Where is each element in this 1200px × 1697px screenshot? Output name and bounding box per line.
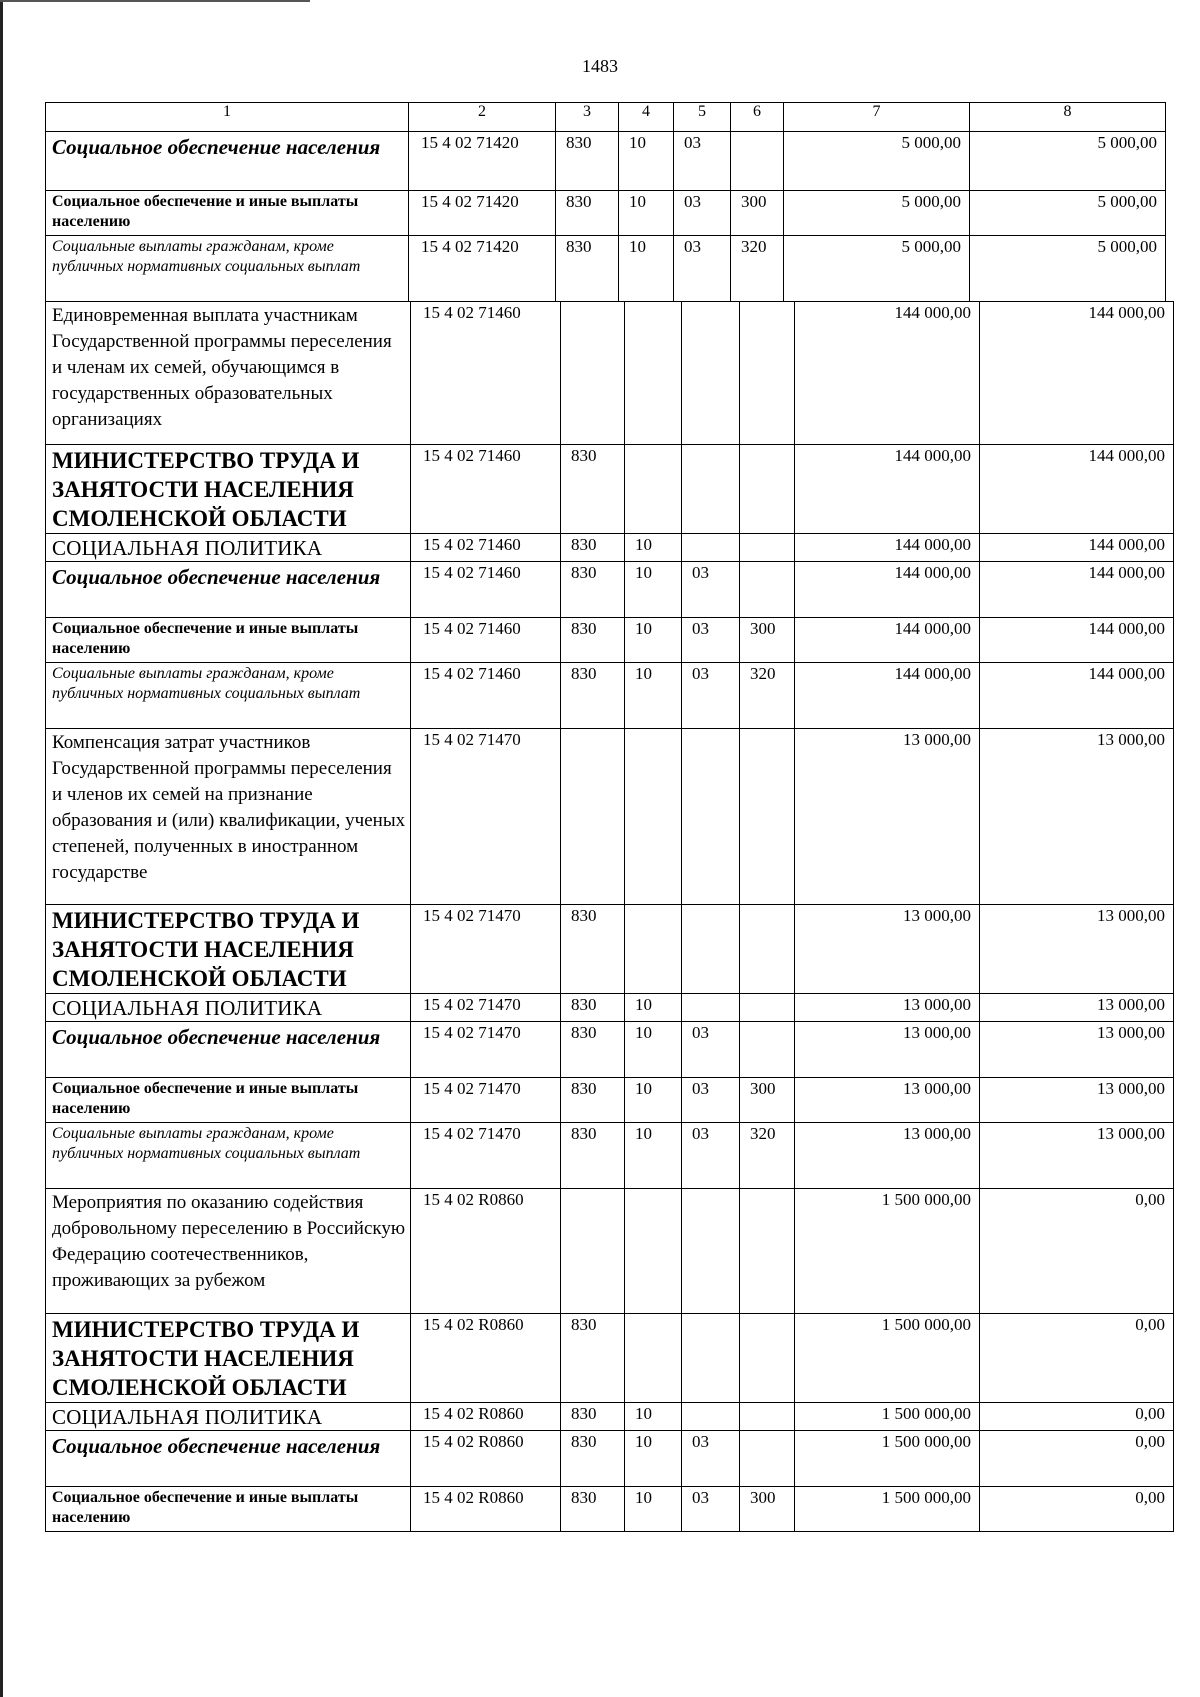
cell-rz: 10 bbox=[619, 236, 674, 302]
cell-vr bbox=[740, 445, 795, 534]
row-name: Социальное обеспечение и иные выплаты населению bbox=[52, 1080, 359, 1117]
cell-sum1: 144 000,00 bbox=[795, 302, 980, 445]
cell-pr: 03 bbox=[682, 1078, 740, 1123]
cell-vr bbox=[740, 1403, 795, 1431]
cell-rz bbox=[625, 1314, 682, 1403]
cell-sum2: 0,00 bbox=[980, 1403, 1174, 1431]
cell-code: 15 4 02 71460 bbox=[411, 618, 561, 663]
cell-pr bbox=[682, 1314, 740, 1403]
cell-rz bbox=[625, 302, 682, 445]
cell-vr bbox=[740, 1431, 795, 1487]
cell-sum1: 13 000,00 bbox=[795, 729, 980, 905]
cell-code: 15 4 02 71420 bbox=[409, 236, 556, 302]
cell-sum1: 13 000,00 bbox=[795, 1078, 980, 1123]
cell-vr bbox=[740, 562, 795, 618]
table-row bbox=[46, 729, 1174, 905]
row-name: Социальное обеспечение населения bbox=[52, 565, 381, 589]
cell-code: 15 4 02 71470 bbox=[411, 1078, 561, 1123]
cell-grbs: 830 bbox=[561, 562, 625, 618]
cell-code: 15 4 02 71460 bbox=[411, 445, 561, 534]
cell-grbs: 830 bbox=[561, 1403, 625, 1431]
cell-sum2: 13 000,00 bbox=[980, 1078, 1174, 1123]
cell-rz: 10 bbox=[625, 994, 682, 1022]
table-row bbox=[46, 534, 1174, 562]
cell-vr: 320 bbox=[740, 1123, 795, 1189]
cell-pr: 03 bbox=[682, 1487, 740, 1532]
cell-pr: 03 bbox=[674, 191, 731, 236]
cell-vr: 300 bbox=[731, 191, 784, 236]
cell-grbs: 830 bbox=[556, 236, 619, 302]
cell-pr: 03 bbox=[682, 618, 740, 663]
row-name: Социальные выплаты гражданам, кроме публичных нормативных социальных выплат bbox=[52, 665, 361, 702]
cell-pr: 03 bbox=[682, 1022, 740, 1078]
column-header: 1 bbox=[46, 103, 409, 132]
table-row bbox=[46, 191, 1166, 236]
cell-code: 15 4 02 R0860 bbox=[411, 1431, 561, 1487]
cell-sum1: 13 000,00 bbox=[795, 1022, 980, 1078]
cell-pr bbox=[682, 729, 740, 905]
table-row bbox=[46, 1078, 1174, 1123]
cell-grbs: 830 bbox=[561, 445, 625, 534]
cell-sum1: 13 000,00 bbox=[795, 994, 980, 1022]
cell-grbs: 830 bbox=[561, 905, 625, 994]
cell-code: 15 4 02 71420 bbox=[409, 191, 556, 236]
cell-code: 15 4 02 71470 bbox=[411, 1123, 561, 1189]
row-name: МИНИСТЕРСТВО ТРУДА И ЗАНЯТОСТИ НАСЕЛЕНИЯ СМОЛЕНСКОЙ ОБЛАСТИ bbox=[52, 1317, 360, 1400]
table-row bbox=[46, 1403, 1174, 1431]
table-row bbox=[46, 1431, 1174, 1487]
cell-sum2: 0,00 bbox=[980, 1487, 1174, 1532]
cell-grbs bbox=[561, 302, 625, 445]
row-name: МИНИСТЕРСТВО ТРУДА И ЗАНЯТОСТИ НАСЕЛЕНИЯ СМОЛЕНСКОЙ ОБЛАСТИ bbox=[52, 448, 360, 531]
cell-rz bbox=[625, 905, 682, 994]
cell-rz: 10 bbox=[625, 1123, 682, 1189]
cell-code: 15 4 02 71470 bbox=[411, 905, 561, 994]
table-row bbox=[46, 1022, 1174, 1078]
cell-rz bbox=[625, 1189, 682, 1314]
row-name: Социальное обеспечение населения bbox=[52, 135, 381, 159]
cell-sum2: 13 000,00 bbox=[980, 994, 1174, 1022]
cell-code: 15 4 02 71460 bbox=[411, 534, 561, 562]
cell-pr bbox=[682, 302, 740, 445]
table-row bbox=[46, 618, 1174, 663]
cell-grbs: 830 bbox=[556, 132, 619, 191]
cell-sum2: 144 000,00 bbox=[980, 562, 1174, 618]
cell-rz: 10 bbox=[625, 618, 682, 663]
cell-pr: 03 bbox=[682, 1431, 740, 1487]
cell-vr bbox=[740, 729, 795, 905]
cell-code: 15 4 02 71460 bbox=[411, 663, 561, 729]
cell-vr bbox=[740, 1314, 795, 1403]
cell-pr bbox=[682, 1403, 740, 1431]
column-header: 5 bbox=[674, 103, 731, 132]
row-name: Социальные выплаты гражданам, кроме публичных нормативных социальных выплат bbox=[52, 238, 361, 275]
cell-sum2: 0,00 bbox=[980, 1314, 1174, 1403]
table-row bbox=[46, 236, 1166, 302]
row-name: Социальное обеспечение и иные выплаты населению bbox=[52, 193, 359, 230]
cell-code: 15 4 02 71470 bbox=[411, 1022, 561, 1078]
cell-vr bbox=[740, 1022, 795, 1078]
row-name: Компенсация затрат участников Государственной программы переселения и членов их семей на признание образования и (или) квалификации, ученых степеней, полученных в иностранном государстве bbox=[52, 732, 406, 883]
cell-grbs: 830 bbox=[556, 191, 619, 236]
cell-grbs: 830 bbox=[561, 1431, 625, 1487]
row-name: МИНИСТЕРСТВО ТРУДА И ЗАНЯТОСТИ НАСЕЛЕНИЯ СМОЛЕНСКОЙ ОБЛАСТИ bbox=[52, 908, 360, 991]
cell-code: 15 4 02 71470 bbox=[411, 729, 561, 905]
cell-grbs: 830 bbox=[561, 994, 625, 1022]
cell-grbs: 830 bbox=[561, 1078, 625, 1123]
cell-sum2: 5 000,00 bbox=[970, 132, 1166, 191]
cell-grbs: 830 bbox=[561, 1123, 625, 1189]
cell-sum1: 144 000,00 bbox=[795, 562, 980, 618]
cell-sum1: 13 000,00 bbox=[795, 905, 980, 994]
cell-pr bbox=[682, 534, 740, 562]
cell-vr: 300 bbox=[740, 1078, 795, 1123]
row-name: Социальное обеспечение населения bbox=[52, 1025, 381, 1049]
cell-rz: 10 bbox=[625, 1431, 682, 1487]
cell-sum1: 5 000,00 bbox=[784, 191, 970, 236]
page-edge-top bbox=[0, 0, 310, 2]
cell-sum2: 13 000,00 bbox=[980, 729, 1174, 905]
table-row bbox=[46, 1314, 1174, 1403]
cell-grbs: 830 bbox=[561, 663, 625, 729]
cell-rz: 10 bbox=[625, 1022, 682, 1078]
column-header: 4 bbox=[619, 103, 674, 132]
row-name: Социальное обеспечение и иные выплаты населению bbox=[52, 620, 359, 657]
cell-sum1: 144 000,00 bbox=[795, 663, 980, 729]
cell-sum2: 144 000,00 bbox=[980, 534, 1174, 562]
cell-code: 15 4 02 71460 bbox=[411, 302, 561, 445]
cell-grbs: 830 bbox=[561, 534, 625, 562]
cell-grbs bbox=[561, 1189, 625, 1314]
page-number: 1483 bbox=[582, 56, 618, 76]
cell-sum2: 144 000,00 bbox=[980, 302, 1174, 445]
cell-rz bbox=[625, 729, 682, 905]
cell-code: 15 4 02 71460 bbox=[411, 562, 561, 618]
cell-code: 15 4 02 R0860 bbox=[411, 1314, 561, 1403]
cell-sum2: 0,00 bbox=[980, 1431, 1174, 1487]
page-edge-left bbox=[0, 0, 3, 1697]
cell-grbs: 830 bbox=[561, 1487, 625, 1532]
row-name: Социальное обеспечение населения bbox=[52, 1434, 381, 1458]
cell-pr bbox=[682, 994, 740, 1022]
table-row bbox=[46, 302, 1174, 445]
cell-code: 15 4 02 R0860 bbox=[411, 1487, 561, 1532]
cell-vr: 320 bbox=[731, 236, 784, 302]
cell-rz: 10 bbox=[625, 1487, 682, 1532]
row-name: Социальные выплаты гражданам, кроме публичных нормативных социальных выплат bbox=[52, 1125, 361, 1162]
cell-grbs bbox=[561, 729, 625, 905]
cell-vr bbox=[731, 132, 784, 191]
cell-grbs: 830 bbox=[561, 1314, 625, 1403]
cell-sum1: 144 000,00 bbox=[795, 534, 980, 562]
cell-pr: 03 bbox=[674, 132, 731, 191]
cell-vr bbox=[740, 534, 795, 562]
row-name: СОЦИАЛЬНАЯ ПОЛИТИКА bbox=[52, 536, 323, 560]
cell-sum2: 13 000,00 bbox=[980, 1022, 1174, 1078]
cell-sum1: 1 500 000,00 bbox=[795, 1431, 980, 1487]
budget-table-part-2 bbox=[45, 301, 1174, 1532]
column-header: 7 bbox=[784, 103, 970, 132]
cell-code: 15 4 02 R0860 bbox=[411, 1403, 561, 1431]
cell-code: 15 4 02 71470 bbox=[411, 994, 561, 1022]
cell-sum1: 1 500 000,00 bbox=[795, 1403, 980, 1431]
table-row bbox=[46, 132, 1166, 191]
cell-pr: 03 bbox=[674, 236, 731, 302]
cell-sum2: 0,00 bbox=[980, 1189, 1174, 1314]
cell-vr: 320 bbox=[740, 663, 795, 729]
table-row bbox=[46, 445, 1174, 534]
cell-code: 15 4 02 71420 bbox=[409, 132, 556, 191]
cell-rz: 10 bbox=[625, 663, 682, 729]
column-header: 2 bbox=[409, 103, 556, 132]
cell-sum2: 144 000,00 bbox=[980, 445, 1174, 534]
cell-sum2: 144 000,00 bbox=[980, 663, 1174, 729]
cell-sum1: 5 000,00 bbox=[784, 132, 970, 191]
cell-sum1: 1 500 000,00 bbox=[795, 1487, 980, 1532]
cell-vr: 300 bbox=[740, 1487, 795, 1532]
cell-vr bbox=[740, 905, 795, 994]
table-row bbox=[46, 562, 1174, 618]
table-row bbox=[46, 663, 1174, 729]
cell-code: 15 4 02 R0860 bbox=[411, 1189, 561, 1314]
cell-pr: 03 bbox=[682, 1123, 740, 1189]
cell-pr bbox=[682, 445, 740, 534]
row-name: Мероприятия по оказанию содействия добровольному переселению в Российскую Федерацию соотечественников, проживающих за рубежом bbox=[52, 1192, 406, 1291]
header-row bbox=[46, 103, 1166, 132]
cell-rz: 10 bbox=[625, 1403, 682, 1431]
column-header: 3 bbox=[556, 103, 619, 132]
cell-sum1: 144 000,00 bbox=[795, 618, 980, 663]
cell-pr: 03 bbox=[682, 663, 740, 729]
cell-sum1: 144 000,00 bbox=[795, 445, 980, 534]
cell-rz bbox=[625, 445, 682, 534]
table-row bbox=[46, 1189, 1174, 1314]
cell-rz: 10 bbox=[625, 562, 682, 618]
row-name: СОЦИАЛЬНАЯ ПОЛИТИКА bbox=[52, 1405, 323, 1429]
table-row bbox=[46, 1487, 1174, 1532]
cell-rz: 10 bbox=[619, 191, 674, 236]
table-row bbox=[46, 994, 1174, 1022]
row-name: Социальное обеспечение и иные выплаты населению bbox=[52, 1489, 359, 1526]
cell-vr bbox=[740, 994, 795, 1022]
budget-table-part-1 bbox=[45, 102, 1166, 302]
cell-sum1: 5 000,00 bbox=[784, 236, 970, 302]
table-row bbox=[46, 1123, 1174, 1189]
cell-sum2: 144 000,00 bbox=[980, 618, 1174, 663]
cell-pr bbox=[682, 905, 740, 994]
cell-rz: 10 bbox=[625, 1078, 682, 1123]
cell-rz: 10 bbox=[625, 534, 682, 562]
cell-sum2: 5 000,00 bbox=[970, 191, 1166, 236]
cell-sum2: 5 000,00 bbox=[970, 236, 1166, 302]
cell-sum1: 13 000,00 bbox=[795, 1123, 980, 1189]
row-name: СОЦИАЛЬНАЯ ПОЛИТИКА bbox=[52, 996, 323, 1020]
cell-pr: 03 bbox=[682, 562, 740, 618]
cell-sum1: 1 500 000,00 bbox=[795, 1189, 980, 1314]
cell-sum1: 1 500 000,00 bbox=[795, 1314, 980, 1403]
cell-grbs: 830 bbox=[561, 1022, 625, 1078]
cell-vr bbox=[740, 302, 795, 445]
column-header: 8 bbox=[970, 103, 1166, 132]
cell-grbs: 830 bbox=[561, 618, 625, 663]
row-name: Единовременная выплата участникам Государственной программы переселения и членам их семей, обучающимся в государственных образовательных организациях bbox=[52, 305, 392, 430]
table-row bbox=[46, 905, 1174, 994]
cell-vr: 300 bbox=[740, 618, 795, 663]
cell-sum2: 13 000,00 bbox=[980, 1123, 1174, 1189]
cell-sum2: 13 000,00 bbox=[980, 905, 1174, 994]
cell-rz: 10 bbox=[619, 132, 674, 191]
cell-pr bbox=[682, 1189, 740, 1314]
column-header: 6 bbox=[731, 103, 784, 132]
cell-vr bbox=[740, 1189, 795, 1314]
